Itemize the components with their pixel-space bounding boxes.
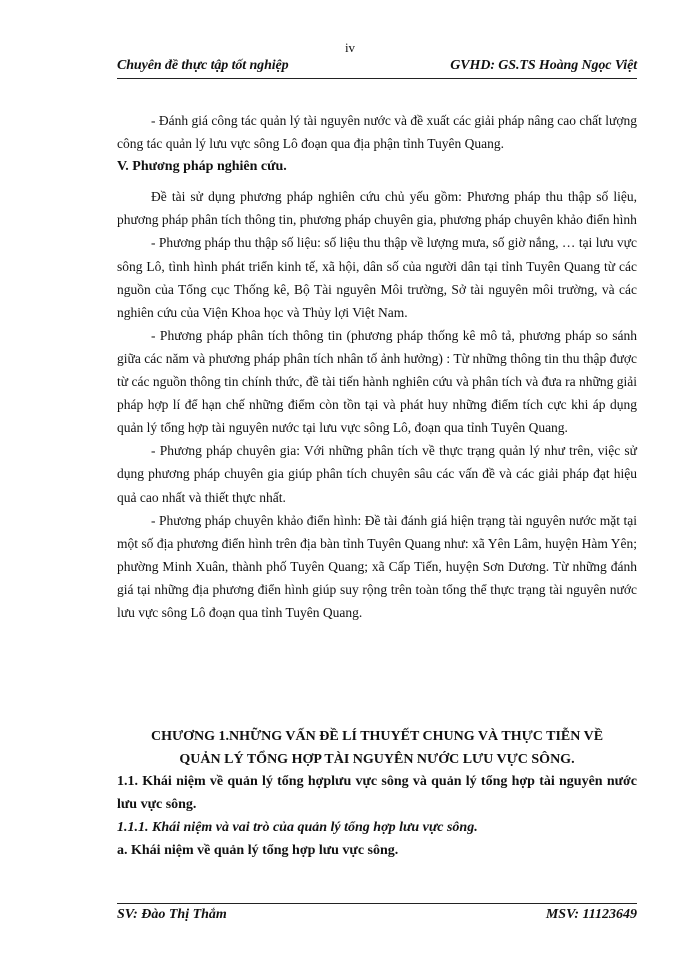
body-text: [117, 109, 637, 624]
chapter-title: [117, 725, 637, 771]
paragraph-methods-overview: Đề tài sử dụng phương pháp nghiên cứu chủ yếu gồm: Phương pháp thu thập số liệu, phương pháp phân tích thông tin, phương pháp chuyên gia, phương pháp chuyên khảo điển hình: [117, 189, 637, 228]
intro-bullet: - Đánh giá công tác quản lý tài nguyên nước và đề xuất các giải pháp nâng cao chất lượng công tác quản lý lưu vực sông Lô đoạn qua địa phận tỉnh Tuyên Quang.: [117, 113, 637, 152]
spacer: [117, 178, 637, 185]
page-footer: [117, 903, 637, 924]
paragraph-expert-method: - Phương pháp chuyên gia: Với những phân tích về thực trạng quản lý như trên, việc sử dụng phương pháp chuyên gia giúp phân tích chuyên sâu các vấn đề và các giải pháp đạt hiệu quả cao nhất và thiết thực nhất.: [117, 443, 637, 505]
page-header: [117, 58, 637, 79]
footer-student-name: SV: Đào Thị Thắm: [117, 907, 227, 922]
section-1-1-heading: 1.1. Khái niệm về quản lý tổng hợplưu vực sông và quản lý tổng hợp tài nguyên nước lưu vực sông.: [117, 774, 637, 812]
section-v-heading: V. Phương pháp nghiên cứu.: [117, 159, 287, 175]
header-document-type: Chuyên đề thực tập tốt nghiệp: [117, 58, 289, 73]
paragraph-data-collection: - Phương pháp thu thập số liệu: số liệu thu thập về lượng mưa, số giờ nắng, … tại lưu vực sông Lô, tình hình phát triển kinh tế, xã hội, dân số của người dân tại tỉnh Tuyên Quang từ các nguồn của Tổng cục Thống kê, Bộ Tài nguyên Môi trường, Sở tài nguyên môi trường, và các nghiên cứu của Viện Khoa học và Thủy lợi Việt Nam.: [117, 235, 637, 320]
chapter-title-line-2: QUẢN LÝ TỔNG HỢP TÀI NGUYÊN NƯỚC LƯU VỰC SÔNG.: [179, 752, 575, 767]
paragraph-case-study: - Phương pháp chuyên khảo điển hình: Đề tài đánh giá hiện trạng tài nguyên nước mặt tại một số địa phương điển hình trên địa bàn tỉnh Tuyên Quang như: xã Yên Lâm, huyện Hàm Yên; phường Minh Xuân, thành phố Tuyên Quang; xã Cấp Tiến, huyện Sơn Dương. Từ những đánh giá tại những địa phương điển hình giúp suy rộng trên toàn tổng thể thực trạng tài nguyên nước lưu vực sông Lô đoạn qua tỉnh Tuyên Quang.: [117, 512, 637, 620]
header-supervisor: GVHD: GS.TS Hoàng Ngọc Việt: [450, 58, 637, 73]
chapter-title-line-1: CHƯƠNG 1.NHỮNG VẤN ĐỀ LÍ THUYẾT CHUNG VÀ THỰC TIỄN VỀ: [150, 729, 604, 744]
section-1-1-1-heading: 1.1.1. Khái niệm và vai trò của quản lý tổng hợp lưu vực sông.: [117, 820, 478, 835]
paragraph-information-analysis: - Phương pháp phân tích thông tin (phương pháp thống kê mô tả, phương pháp so sánh giữa các năm và phương pháp phân tích nhân tố ảnh hưởng) : Từ những thông tin thu thập được từ các nguồn thông tin chính thức, đề tài tiến hành nghiên cứu và phân tích và đưa ra những giải pháp hợp lí để hạn chế những điểm còn tồn tại và phát huy những điểm tích cực khi áp dụng quản lý tổng hợp tài nguyên nước tại lưu vực sông Lô, đoạn qua tỉnh Tuyên Quang.: [117, 327, 637, 436]
page-number: iv: [344, 40, 356, 55]
footer-student-id: MSV: 11123649: [545, 907, 637, 922]
section-a-heading: a. Khái niệm về quản lý tổng hợp lưu vực sông.: [117, 843, 399, 858]
